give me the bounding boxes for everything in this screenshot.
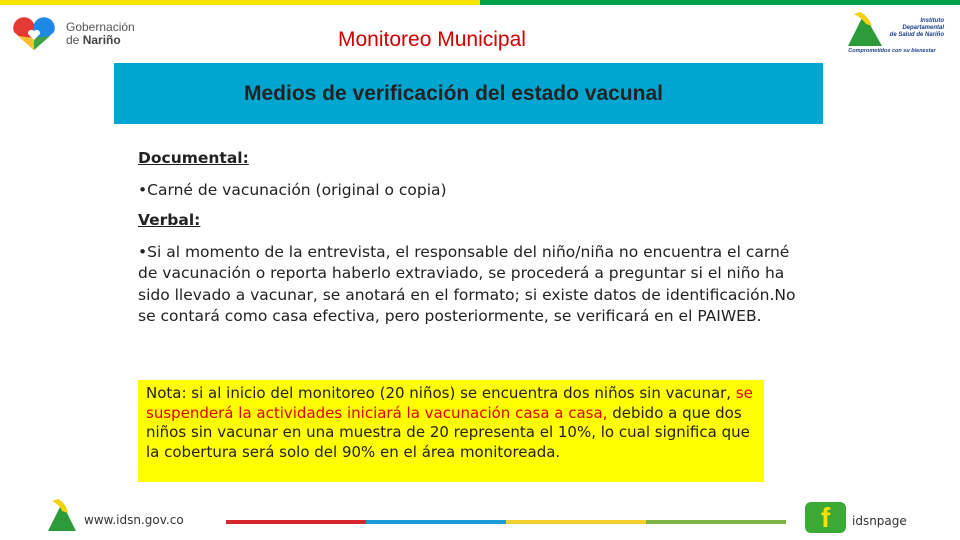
verbal-heading: Verbal:	[138, 211, 201, 229]
documental-heading: Documental:	[138, 149, 249, 167]
footer-url[interactable]: www.idsn.gov.co	[84, 513, 184, 527]
top-bar-green	[480, 0, 960, 5]
content	[138, 148, 808, 328]
page-title: Monitoreo Municipal	[338, 28, 526, 51]
top-bar-yellow	[0, 0, 480, 5]
documental-item: •Carné de vacunación (original o copia)	[138, 180, 447, 199]
facebook-icon[interactable]: f	[805, 502, 846, 533]
idsn-slogan: Comprometidos con su bienestar	[848, 48, 936, 54]
gobernacion-logo	[10, 16, 135, 52]
idsn-line3: de Salud de Nariño	[889, 32, 944, 38]
gob-line1: Gobernación	[66, 20, 135, 34]
note-text-1: Nota: si al inicio del monitoreo (20 niños) se encuentra dos niños sin vacunar,	[146, 384, 736, 402]
footer-stripe-red	[226, 520, 366, 524]
footer-stripe-green	[646, 520, 786, 524]
verbal-item: •Si al momento de la entrevista, el responsable del niño/niña no encuentra el carné de vacunación o reporta haberlo extraviado, se procederá a preguntar si el niño ha sido llevado a vacunar, se anotará en el formato; si existe datos de identificación.No se contará como casa efectiva, pero posteriormente, se verificará en el PAIWEB.	[138, 242, 796, 325]
heart-logo-icon	[10, 16, 58, 52]
footer-stripe-blue	[366, 520, 506, 524]
gob-line2b: Nariño	[82, 33, 121, 47]
note-text-2: debido a que dos niños sin vacunar en una muestra de 20 representa el 10%, lo cual significa que la cobertura será solo del 90% en el área monitoreada.	[146, 403, 750, 461]
gob-line2a: de	[66, 33, 83, 47]
idsn-footer-logo-icon	[44, 497, 80, 533]
idsn-line1: Instituto	[920, 18, 944, 24]
idsn-logo	[836, 10, 948, 56]
footer-stripe-yellow	[506, 520, 646, 524]
facebook-page[interactable]: idsnpage	[852, 514, 907, 528]
idsn-line2: Departamental	[902, 25, 944, 31]
note-box	[138, 380, 764, 482]
section-title: Medios de verificación del estado vacunal	[244, 81, 663, 105]
section-banner	[114, 63, 823, 124]
note-text-highlight: se suspenderá la actividades iniciará la vacunación casa a casa,	[146, 384, 753, 422]
